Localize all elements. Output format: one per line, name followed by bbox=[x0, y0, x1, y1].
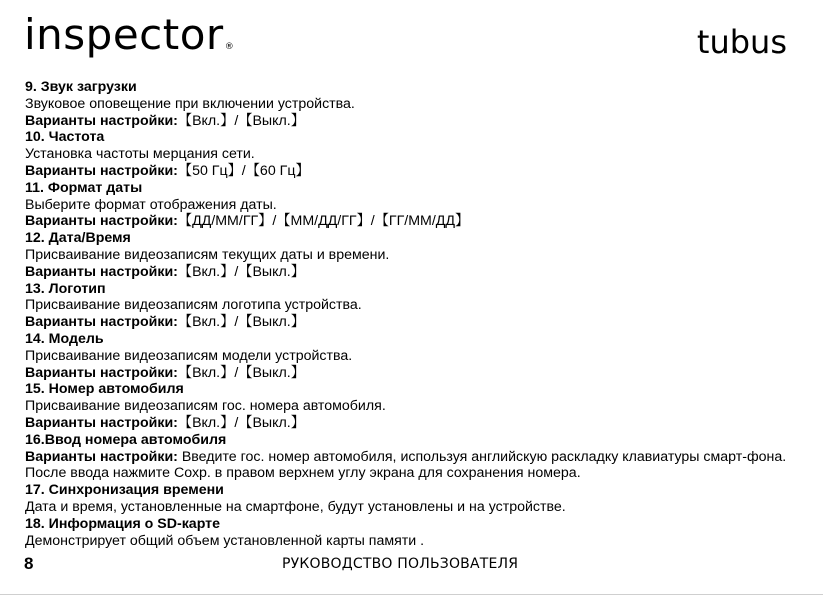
setting-item bbox=[25, 79, 805, 129]
options-label: Варианты настройки: bbox=[25, 162, 178, 179]
options-label: Варианты настройки: bbox=[25, 448, 178, 465]
setting-options bbox=[25, 365, 805, 382]
setting-description: Присваивание видеозаписям модели устройства. bbox=[25, 347, 353, 364]
setting-description: Дата и время, установленные на смартфоне, будут установлены и на устройстве. bbox=[25, 498, 566, 515]
setting-description: Присваивание видеозаписям гос. номера автомобиля. bbox=[25, 398, 386, 415]
setting-description: Выберите формат отображения даты. bbox=[25, 196, 277, 213]
setting-title: 13. Логотип bbox=[25, 280, 106, 297]
setting-description: Звуковое оповещение при включении устройства. bbox=[25, 95, 355, 112]
options-value: 【50 Гц】/【60 Гц】 bbox=[177, 162, 310, 179]
setting-description: Присваивание видеозаписям логотипа устройства. bbox=[25, 297, 362, 314]
options-label: Варианты настройки: bbox=[25, 314, 178, 331]
setting-item bbox=[25, 516, 805, 550]
setting-item bbox=[25, 230, 805, 280]
setting-description: Демонстрирует общий объем установленной карты памяти . bbox=[25, 532, 425, 549]
setting-item bbox=[25, 281, 805, 331]
bottom-divider bbox=[0, 594, 823, 595]
options-value: 【Вкл.】/【Выкл.】 bbox=[177, 414, 305, 431]
setting-title: 10. Частота bbox=[25, 129, 105, 146]
options-label: Варианты настройки: bbox=[25, 263, 178, 280]
setting-title: 14. Модель bbox=[25, 330, 104, 347]
setting-item bbox=[25, 129, 805, 179]
options-label: Варианты настройки: bbox=[25, 414, 178, 431]
setting-options bbox=[25, 213, 805, 230]
setting-options bbox=[25, 449, 805, 483]
setting-title: 18. Информация о SD-карте bbox=[25, 515, 221, 532]
inspector-logo bbox=[24, 10, 235, 59]
setting-options bbox=[25, 415, 805, 432]
setting-title: 17. Синхронизация времени bbox=[25, 482, 224, 499]
setting-description: Установка частоты мерцания сети. bbox=[25, 146, 255, 163]
setting-description: Присваивание видеозаписям текущих даты и времени. bbox=[25, 246, 390, 263]
options-label: Варианты настройки: bbox=[25, 213, 178, 230]
options-value: 【Вкл.】/【Выкл.】 bbox=[177, 314, 305, 331]
setting-item bbox=[25, 482, 805, 516]
setting-title: 12. Дата/Время bbox=[25, 230, 131, 247]
setting-description: Введите гос. номер автомобиля, используя английскую раскладку клавиатуры смарт-фона. После ввода нажмите Сохр. в правом верхнем углу экрана для сохранения номера. bbox=[25, 448, 787, 482]
setting-options bbox=[25, 314, 805, 331]
registered-mark: ® bbox=[224, 42, 235, 52]
setting-options bbox=[25, 264, 805, 281]
settings-list bbox=[25, 79, 805, 549]
setting-title: 9. Звук загрузки bbox=[25, 79, 137, 95]
options-value: 【Вкл.】/【Выкл.】 bbox=[177, 263, 305, 280]
setting-item bbox=[25, 331, 805, 381]
setting-title: 15. Номер автомобиля bbox=[25, 381, 184, 398]
options-label: Варианты настройки: bbox=[25, 364, 178, 381]
footer-title: РУКОВОДСТВО ПОЛЬЗОВАТЕЛЯ bbox=[282, 556, 519, 572]
setting-options bbox=[25, 113, 805, 130]
setting-title: 11. Формат даты bbox=[25, 179, 143, 196]
setting-item bbox=[25, 381, 805, 431]
tubus-logo: tubus bbox=[696, 23, 787, 61]
options-value: 【Вкл.】/【Выкл.】 bbox=[177, 364, 305, 381]
setting-item bbox=[25, 432, 805, 482]
page-number: 8 bbox=[24, 554, 34, 573]
setting-title: 16.Ввод номера автомобиля bbox=[25, 431, 227, 448]
options-value: 【Вкл.】/【Выкл.】 bbox=[177, 112, 305, 129]
setting-item bbox=[25, 180, 805, 230]
setting-options bbox=[25, 163, 805, 180]
options-label: Варианты настройки: bbox=[25, 112, 178, 129]
options-value: 【ДД/ММ/ГГ】/【ММ/ДД/ГГ】/【ГГ/ММ/ДД】 bbox=[177, 213, 470, 230]
logo-text: inspector bbox=[24, 10, 224, 59]
